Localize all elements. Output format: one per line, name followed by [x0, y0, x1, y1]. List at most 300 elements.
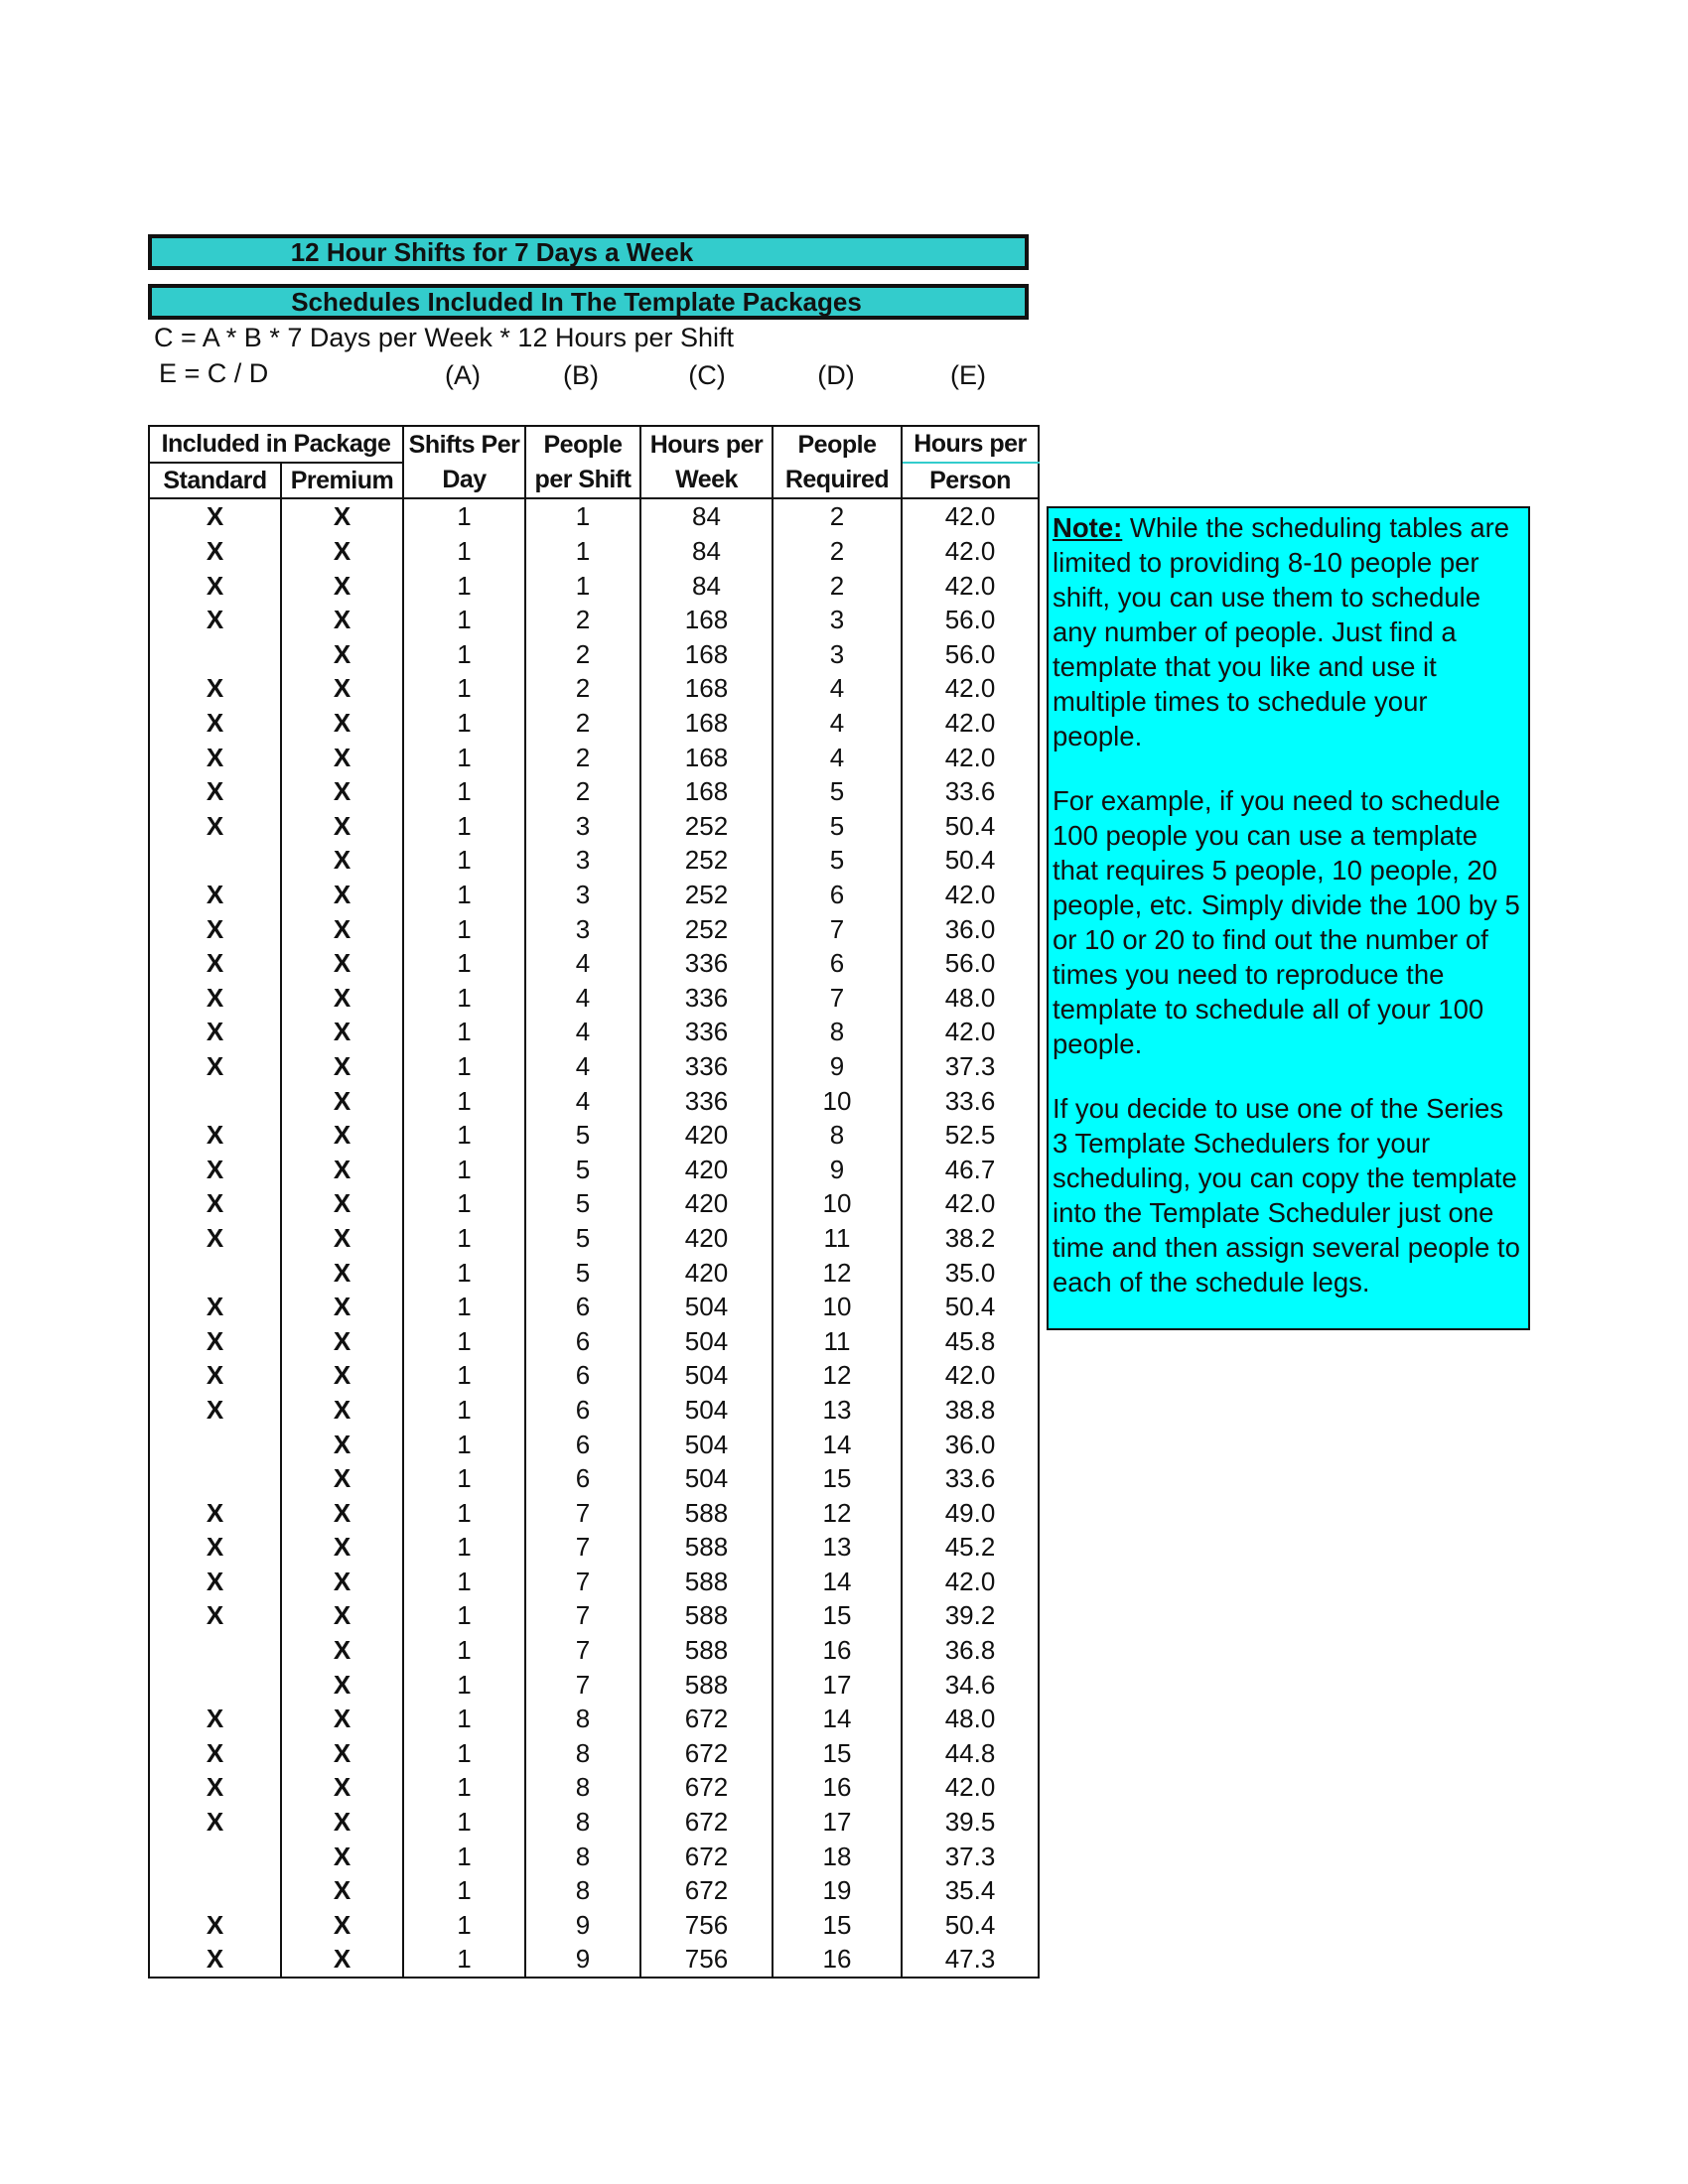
hours-per-person-cell: 42.0 [902, 706, 1039, 741]
standard-cell [149, 1427, 281, 1461]
hours-per-person-header-2: Person [902, 463, 1039, 499]
shifts-per-day-cell: 1 [403, 671, 525, 706]
people-per-shift-cell: 1 [525, 568, 640, 603]
table-row [149, 1049, 1039, 1084]
people-required-cell: 10 [773, 1083, 902, 1118]
hours-per-week-cell: 168 [640, 740, 773, 774]
hours-per-person-cell: 52.5 [902, 1118, 1039, 1153]
standard-cell: X [149, 498, 281, 534]
people-required-cell: 4 [773, 671, 902, 706]
standard-cell: X [149, 1942, 281, 1978]
shifts-per-day-cell: 1 [403, 637, 525, 672]
people-per-shift-cell: 7 [525, 1598, 640, 1633]
shifts-per-day-cell: 1 [403, 1323, 525, 1358]
column-letter-a: (A) [445, 360, 481, 390]
standard-cell: X [149, 878, 281, 912]
people-per-shift-cell: 2 [525, 740, 640, 774]
hours-per-person-cell: 42.0 [902, 498, 1039, 534]
hours-per-person-cell: 45.2 [902, 1530, 1039, 1565]
premium-cell: X [281, 1530, 403, 1565]
shifts-per-day-cell: 1 [403, 706, 525, 741]
people-per-shift-header: People [525, 426, 640, 463]
people-per-shift-cell: 5 [525, 1152, 640, 1186]
people-required-cell: 7 [773, 981, 902, 1016]
table-row [149, 981, 1039, 1016]
hours-per-week-cell: 504 [640, 1358, 773, 1393]
people-per-shift-cell: 6 [525, 1323, 640, 1358]
hours-per-week-cell: 420 [640, 1118, 773, 1153]
people-required-cell: 16 [773, 1942, 902, 1978]
table-row [149, 1255, 1039, 1290]
people-per-shift-cell: 8 [525, 1873, 640, 1908]
header-row-2 [149, 463, 1039, 499]
standard-cell: X [149, 706, 281, 741]
premium-cell: X [281, 603, 403, 637]
premium-cell: X [281, 1598, 403, 1633]
standard-cell: X [149, 1565, 281, 1599]
hours-per-week-cell: 588 [640, 1495, 773, 1530]
hours-per-week-cell: 588 [640, 1530, 773, 1565]
hours-per-week-cell: 420 [640, 1152, 773, 1186]
premium-cell: X [281, 1908, 403, 1943]
standard-cell: X [149, 774, 281, 809]
people-per-shift-cell: 3 [525, 878, 640, 912]
shifts-per-day-cell: 1 [403, 1667, 525, 1702]
premium-cell: X [281, 671, 403, 706]
premium-cell: X [281, 1461, 403, 1496]
hours-per-week-cell: 168 [640, 671, 773, 706]
hours-per-person-cell: 56.0 [902, 603, 1039, 637]
table-row [149, 568, 1039, 603]
standard-cell: X [149, 1118, 281, 1153]
hours-per-week-cell: 588 [640, 1565, 773, 1599]
people-required-cell: 8 [773, 1118, 902, 1153]
note-box [1047, 506, 1530, 1330]
hours-per-week-cell: 336 [640, 981, 773, 1016]
shifts-per-day-cell: 1 [403, 1530, 525, 1565]
table-row [149, 1118, 1039, 1153]
premium-cell: X [281, 534, 403, 569]
shifts-per-day-cell: 1 [403, 603, 525, 637]
hours-per-person-cell: 50.4 [902, 843, 1039, 878]
shifts-per-day-cell: 1 [403, 946, 525, 981]
shifts-per-day-cell: 1 [403, 568, 525, 603]
shifts-per-day-cell: 1 [403, 1290, 525, 1324]
standard-cell: X [149, 740, 281, 774]
shifts-per-day-cell: 1 [403, 774, 525, 809]
standard-cell [149, 637, 281, 672]
hours-per-week-cell: 252 [640, 878, 773, 912]
people-required-cell: 11 [773, 1323, 902, 1358]
table-row [149, 1290, 1039, 1324]
hours-per-week-cell: 168 [640, 603, 773, 637]
hours-per-week-cell: 588 [640, 1598, 773, 1633]
page-title: 12 Hour Shifts for 7 Days a Week [290, 237, 694, 267]
standard-cell: X [149, 1495, 281, 1530]
shifts-per-day-cell: 1 [403, 1873, 525, 1908]
hours-per-person-cell: 44.8 [902, 1736, 1039, 1771]
premium-cell: X [281, 568, 403, 603]
hours-per-person-cell: 42.0 [902, 1565, 1039, 1599]
premium-cell: X [281, 1873, 403, 1908]
table-row [149, 1427, 1039, 1461]
premium-cell: X [281, 740, 403, 774]
hours-per-person-cell: 46.7 [902, 1152, 1039, 1186]
people-per-shift-cell: 4 [525, 1049, 640, 1084]
standard-cell: X [149, 946, 281, 981]
people-per-shift-cell: 6 [525, 1461, 640, 1496]
people-per-shift-cell: 8 [525, 1839, 640, 1873]
hours-per-person-cell: 36.0 [902, 911, 1039, 946]
hours-per-person-cell: 35.0 [902, 1255, 1039, 1290]
people-per-shift-cell: 7 [525, 1667, 640, 1702]
note-paragraph-3: If you decide to use one of the Series 3 Template Schedulers for your scheduling, you can copy the template into the Template Scheduler just one time and then assign several people to each of the schedule legs. [1053, 1093, 1520, 1297]
shifts-per-day-cell: 1 [403, 1015, 525, 1049]
premium-cell: X [281, 981, 403, 1016]
standard-cell: X [149, 911, 281, 946]
column-letter-d: (D) [817, 360, 855, 390]
people-required-cell: 14 [773, 1702, 902, 1736]
hours-per-person-cell: 56.0 [902, 637, 1039, 672]
premium-cell: X [281, 1290, 403, 1324]
premium-cell: X [281, 1565, 403, 1599]
people-per-shift-cell: 5 [525, 1186, 640, 1221]
people-per-shift-cell: 6 [525, 1427, 640, 1461]
people-required-cell: 7 [773, 911, 902, 946]
people-per-shift-cell: 2 [525, 671, 640, 706]
table-row [149, 1839, 1039, 1873]
premium-cell: X [281, 1083, 403, 1118]
table-row [149, 498, 1039, 534]
shifts-per-day-cell: 1 [403, 1633, 525, 1668]
shifts-per-day-cell: 1 [403, 534, 525, 569]
people-required-cell: 15 [773, 1598, 902, 1633]
people-per-shift-cell: 2 [525, 603, 640, 637]
people-required-cell: 4 [773, 706, 902, 741]
hours-per-person-cell: 39.5 [902, 1805, 1039, 1840]
schedule-table [148, 425, 1040, 1979]
hours-per-person-cell: 42.0 [902, 1358, 1039, 1393]
table-row [149, 1186, 1039, 1221]
people-required-cell: 8 [773, 1015, 902, 1049]
people-required-cell: 16 [773, 1770, 902, 1805]
hours-per-week-header: Hours per [640, 426, 773, 463]
hours-per-person-cell: 45.8 [902, 1323, 1039, 1358]
people-required-cell: 15 [773, 1908, 902, 1943]
hours-per-week-cell: 336 [640, 1083, 773, 1118]
table-row [149, 1667, 1039, 1702]
hours-per-person-cell: 42.0 [902, 671, 1039, 706]
people-required-cell: 16 [773, 1633, 902, 1668]
table-row [149, 1530, 1039, 1565]
shifts-per-day-cell: 1 [403, 843, 525, 878]
people-required-cell: 6 [773, 878, 902, 912]
people-required-cell: 9 [773, 1049, 902, 1084]
table-row [149, 1221, 1039, 1256]
hours-per-person-cell: 36.0 [902, 1427, 1039, 1461]
hours-per-week-cell: 756 [640, 1908, 773, 1943]
shifts-per-day-cell: 1 [403, 1427, 525, 1461]
table-row [149, 1083, 1039, 1118]
hours-per-week-cell: 84 [640, 498, 773, 534]
standard-cell [149, 1667, 281, 1702]
hours-per-person-cell: 42.0 [902, 1015, 1039, 1049]
premium-cell: X [281, 946, 403, 981]
standard-header: Standard [149, 463, 281, 499]
shifts-per-day-cell: 1 [403, 1908, 525, 1943]
table-row [149, 1323, 1039, 1358]
hours-per-person-cell: 56.0 [902, 946, 1039, 981]
hours-per-week-cell: 252 [640, 809, 773, 844]
premium-cell: X [281, 1770, 403, 1805]
standard-cell [149, 1839, 281, 1873]
shifts-per-day-cell: 1 [403, 1565, 525, 1599]
standard-cell: X [149, 1186, 281, 1221]
hours-per-person-cell: 35.4 [902, 1873, 1039, 1908]
people-required-cell: 10 [773, 1186, 902, 1221]
people-per-shift-cell: 4 [525, 1083, 640, 1118]
hours-per-person-cell: 50.4 [902, 1290, 1039, 1324]
premium-cell: X [281, 1942, 403, 1978]
people-required-header-2: Required [773, 463, 902, 499]
premium-cell: X [281, 843, 403, 878]
table-row [149, 706, 1039, 741]
standard-cell: X [149, 1908, 281, 1943]
people-required-cell: 14 [773, 1565, 902, 1599]
hours-per-person-cell: 48.0 [902, 981, 1039, 1016]
hours-per-person-cell: 34.6 [902, 1667, 1039, 1702]
hours-per-person-cell: 48.0 [902, 1702, 1039, 1736]
people-required-cell: 12 [773, 1495, 902, 1530]
people-required-cell: 4 [773, 740, 902, 774]
shifts-per-day-cell: 1 [403, 1495, 525, 1530]
shifts-per-day-cell: 1 [403, 1152, 525, 1186]
premium-cell: X [281, 1152, 403, 1186]
hours-per-week-cell: 672 [640, 1873, 773, 1908]
hours-per-person-cell: 47.3 [902, 1942, 1039, 1978]
people-per-shift-cell: 1 [525, 498, 640, 534]
included-in-package-header: Included in Package [149, 426, 403, 463]
note-label: Note: [1053, 512, 1123, 543]
hours-per-week-cell: 84 [640, 534, 773, 569]
column-letter-b: (B) [563, 360, 599, 390]
hours-per-person-cell: 37.3 [902, 1049, 1039, 1084]
shifts-per-day-cell: 1 [403, 1393, 525, 1428]
hours-per-person-cell: 42.0 [902, 534, 1039, 569]
people-required-cell: 17 [773, 1805, 902, 1840]
hours-per-person-cell: 49.0 [902, 1495, 1039, 1530]
hours-per-person-cell: 39.2 [902, 1598, 1039, 1633]
premium-cell: X [281, 1427, 403, 1461]
table-row [149, 1393, 1039, 1428]
standard-cell: X [149, 1290, 281, 1324]
hours-per-week-cell: 588 [640, 1667, 773, 1702]
people-per-shift-cell: 7 [525, 1530, 640, 1565]
people-per-shift-cell: 6 [525, 1290, 640, 1324]
people-required-cell: 3 [773, 603, 902, 637]
shifts-per-day-header: Shifts Per [403, 426, 525, 463]
people-per-shift-cell: 7 [525, 1565, 640, 1599]
standard-cell: X [149, 1805, 281, 1840]
people-per-shift-cell: 6 [525, 1358, 640, 1393]
table-row [149, 1633, 1039, 1668]
people-required-cell: 2 [773, 534, 902, 569]
hours-per-week-cell: 252 [640, 911, 773, 946]
people-required-cell: 5 [773, 809, 902, 844]
standard-cell: X [149, 809, 281, 844]
hours-per-person-cell: 42.0 [902, 1186, 1039, 1221]
premium-cell: X [281, 1118, 403, 1153]
standard-cell: X [149, 1736, 281, 1771]
table-row [149, 1873, 1039, 1908]
shifts-per-day-cell: 1 [403, 1118, 525, 1153]
standard-cell [149, 1633, 281, 1668]
hours-per-person-cell: 42.0 [902, 568, 1039, 603]
hours-per-week-cell: 420 [640, 1186, 773, 1221]
people-required-cell: 15 [773, 1461, 902, 1496]
people-required-cell: 17 [773, 1667, 902, 1702]
standard-cell: X [149, 1221, 281, 1256]
standard-cell [149, 1873, 281, 1908]
people-per-shift-cell: 3 [525, 911, 640, 946]
people-per-shift-cell: 5 [525, 1118, 640, 1153]
standard-cell: X [149, 671, 281, 706]
people-per-shift-cell: 8 [525, 1770, 640, 1805]
people-required-cell: 19 [773, 1873, 902, 1908]
standard-cell: X [149, 1152, 281, 1186]
people-required-cell: 18 [773, 1839, 902, 1873]
hours-per-person-cell: 38.2 [902, 1221, 1039, 1256]
standard-cell: X [149, 1770, 281, 1805]
hours-per-week-cell: 252 [640, 843, 773, 878]
standard-cell: X [149, 534, 281, 569]
table-row [149, 1495, 1039, 1530]
hours-per-person-cell: 33.6 [902, 774, 1039, 809]
premium-cell: X [281, 1221, 403, 1256]
people-per-shift-header-2: per Shift [525, 463, 640, 499]
table-row [149, 1702, 1039, 1736]
shifts-per-day-cell: 1 [403, 1186, 525, 1221]
shifts-per-day-cell: 1 [403, 1805, 525, 1840]
table-row [149, 1770, 1039, 1805]
table-row [149, 809, 1039, 844]
premium-cell: X [281, 1667, 403, 1702]
table-row [149, 671, 1039, 706]
hours-per-week-cell: 420 [640, 1221, 773, 1256]
premium-cell: X [281, 1015, 403, 1049]
shifts-per-day-cell: 1 [403, 1358, 525, 1393]
people-required-cell: 14 [773, 1427, 902, 1461]
hours-per-week-cell: 672 [640, 1805, 773, 1840]
standard-cell: X [149, 568, 281, 603]
premium-cell: X [281, 1805, 403, 1840]
note-text-1: While the scheduling tables are limited to providing 8-10 people per shift, you can use them to schedule any number of people. Just find a template that you like and use it multiple times to schedule your people. [1053, 512, 1510, 751]
premium-cell: X [281, 1393, 403, 1428]
subtitle-banner [148, 284, 1029, 320]
note-paragraph-1 [1053, 510, 1524, 753]
standard-cell: X [149, 1530, 281, 1565]
people-per-shift-cell: 6 [525, 1393, 640, 1428]
people-per-shift-cell: 4 [525, 946, 640, 981]
standard-cell [149, 1255, 281, 1290]
shifts-per-day-cell: 1 [403, 809, 525, 844]
hours-per-person-cell: 42.0 [902, 1770, 1039, 1805]
hours-per-person-cell: 50.4 [902, 1908, 1039, 1943]
page-title-banner [148, 234, 1029, 270]
table-row [149, 1015, 1039, 1049]
table-row [149, 1598, 1039, 1633]
hours-per-person-cell: 38.8 [902, 1393, 1039, 1428]
hours-per-week-cell: 336 [640, 946, 773, 981]
people-required-cell: 3 [773, 637, 902, 672]
people-required-cell: 12 [773, 1358, 902, 1393]
hours-per-week-cell: 168 [640, 706, 773, 741]
hours-per-week-cell: 672 [640, 1736, 773, 1771]
hours-per-week-cell: 504 [640, 1290, 773, 1324]
premium-cell: X [281, 1323, 403, 1358]
premium-cell: X [281, 637, 403, 672]
premium-cell: X [281, 1839, 403, 1873]
people-per-shift-cell: 8 [525, 1805, 640, 1840]
shifts-per-day-cell: 1 [403, 1461, 525, 1496]
people-per-shift-cell: 9 [525, 1908, 640, 1943]
people-per-shift-cell: 5 [525, 1221, 640, 1256]
table-row [149, 603, 1039, 637]
hours-per-person-header: Hours per [902, 426, 1039, 463]
people-per-shift-cell: 1 [525, 534, 640, 569]
standard-cell [149, 1461, 281, 1496]
people-per-shift-cell: 2 [525, 637, 640, 672]
premium-cell: X [281, 1358, 403, 1393]
table-row [149, 911, 1039, 946]
hours-per-week-cell: 168 [640, 774, 773, 809]
hours-per-week-cell: 672 [640, 1702, 773, 1736]
hours-per-person-cell: 37.3 [902, 1839, 1039, 1873]
hours-per-week-cell: 672 [640, 1770, 773, 1805]
table-row [149, 1358, 1039, 1393]
people-per-shift-cell: 8 [525, 1702, 640, 1736]
people-per-shift-cell: 2 [525, 774, 640, 809]
standard-cell: X [149, 1015, 281, 1049]
hours-per-person-cell: 33.6 [902, 1083, 1039, 1118]
people-per-shift-cell: 7 [525, 1495, 640, 1530]
people-required-cell: 5 [773, 774, 902, 809]
hours-per-week-cell: 504 [640, 1461, 773, 1496]
people-per-shift-cell: 4 [525, 1015, 640, 1049]
people-per-shift-cell: 8 [525, 1736, 640, 1771]
people-per-shift-cell: 7 [525, 1633, 640, 1668]
table-row [149, 1152, 1039, 1186]
table-row [149, 1565, 1039, 1599]
table-row [149, 946, 1039, 981]
shifts-per-day-cell: 1 [403, 740, 525, 774]
premium-cell: X [281, 809, 403, 844]
page-subtitle: Schedules Included In The Template Packages [291, 287, 862, 317]
standard-cell: X [149, 1702, 281, 1736]
people-required-cell: 15 [773, 1736, 902, 1771]
shifts-per-day-cell: 1 [403, 1702, 525, 1736]
people-required-cell: 2 [773, 568, 902, 603]
standard-cell: X [149, 1393, 281, 1428]
people-required-cell: 13 [773, 1393, 902, 1428]
people-per-shift-cell: 2 [525, 706, 640, 741]
hours-per-week-cell: 504 [640, 1427, 773, 1461]
people-per-shift-cell: 5 [525, 1255, 640, 1290]
shifts-per-day-cell: 1 [403, 1255, 525, 1290]
premium-cell: X [281, 1736, 403, 1771]
hours-per-week-cell: 168 [640, 637, 773, 672]
table-row [149, 637, 1039, 672]
